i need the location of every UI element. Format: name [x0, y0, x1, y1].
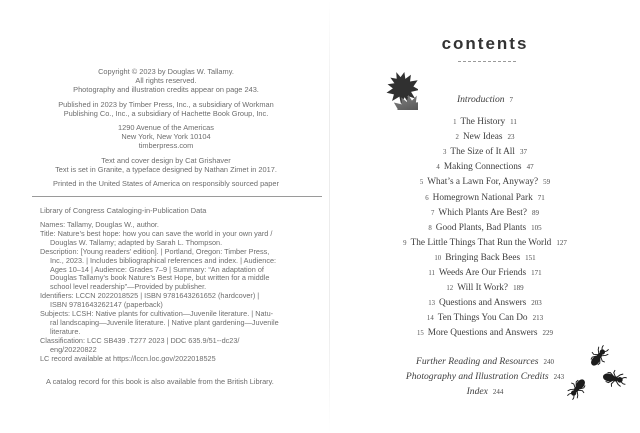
loc-line: Inc., 2023. | Includes bibliographical references and index. | Audience:	[50, 255, 277, 265]
toc-entry	[330, 263, 640, 278]
copyright-line: Text and cover design by Cat Grishaver	[101, 155, 231, 165]
toc-title: Weeds Are Our Friends	[438, 268, 527, 279]
copyright-line: Photography and illustration credits appear on page 243.	[73, 85, 259, 95]
copyright-paragraph	[20, 67, 312, 95]
loc-line: Ages 10–14 | Audience: Grades 7–9 | Summary: “An adaptation of	[50, 264, 264, 274]
toc-entry	[330, 278, 640, 293]
loc-line: Douglas W. Tallamy; adapted by Sarah L. Thompson.	[50, 237, 223, 247]
toc-page-number: 203	[531, 299, 542, 308]
toc-page-number: 171	[531, 269, 542, 278]
toc-title: Good Plants, Bad Plants	[435, 222, 527, 233]
loc-line: Classification: LCC SB439 .T277 2023 | DDC 635.9/51--dc23/	[40, 335, 240, 345]
toc-title: The History	[460, 117, 506, 128]
copyright-line: Printed in the United States of America on responsibly sourced paper	[53, 179, 279, 189]
copyright-paragraph	[20, 156, 312, 174]
copyright-paragraph	[20, 100, 312, 118]
toc-chapter-number: 14	[426, 315, 434, 323]
toc-entry	[330, 293, 640, 308]
toc-page-number: 243	[553, 372, 565, 381]
toc-page-number: 71	[537, 193, 545, 202]
toc-entry	[330, 203, 640, 218]
toc-page-number: 213	[532, 314, 544, 323]
toc-page-number: 151	[525, 253, 536, 262]
toc-entry	[330, 233, 640, 248]
toc-title: Introduction	[456, 94, 505, 105]
toc-chapter-number: 3	[443, 149, 447, 157]
toc-chapter-number: 10	[434, 254, 442, 262]
copyright-line: timberpress.com	[138, 141, 194, 151]
toc-chapter-number: 13	[428, 300, 435, 308]
toc-title: Further Reading and Resources	[416, 355, 539, 367]
toc-chapter-number: 1	[453, 119, 457, 127]
toc-page-number: 7	[509, 96, 514, 104]
loc-line: Description: [Young readers’ edition]. | Portland, Oregon: Timber Press,	[40, 246, 270, 256]
loc-line: ral landscaping—Juvenile literature. | Native plant gardening—Juvenile	[50, 317, 279, 327]
toc-entry	[330, 90, 640, 105]
copyright-line: Published in 2023 by Timber Press, Inc., a subsidiary of Workman	[58, 99, 274, 109]
loc-line: LC record available at https://lccn.loc.gov/2022018525	[40, 353, 216, 363]
toc-chapter-number: 7	[431, 209, 435, 217]
toc-entry	[330, 188, 640, 203]
toc-page-number: 37	[519, 148, 527, 157]
toc-page-number: 105	[531, 223, 542, 232]
copyright-line: New York, New York 10104	[121, 132, 211, 142]
copyright-line: 1290 Avenue of the Americas	[117, 123, 214, 133]
toc-page-number: 229	[542, 329, 554, 338]
toc-title: Ten Things You Can Do	[437, 313, 528, 324]
toc-chapter-number: 11	[428, 270, 435, 278]
copyright-block	[20, 67, 312, 193]
toc-entry	[330, 218, 640, 233]
toc-entry	[330, 308, 640, 323]
toc-chapter-number: 2	[455, 134, 459, 142]
toc-page-number: 23	[507, 133, 515, 142]
copyright-line: Text is set in Granite, a typeface designed by Nathan Zimet in 2017.	[55, 164, 277, 174]
toc-title: Photography and Illustration Credits	[405, 370, 549, 382]
title-divider	[458, 61, 516, 62]
loc-line: Names: Tallamy, Douglas W., author.	[40, 220, 159, 229]
toc-chapter-number: 15	[416, 330, 424, 338]
toc-entry	[330, 142, 640, 157]
toc-title: Bringing Back Bees	[445, 252, 521, 263]
toc-chapter-number: 9	[403, 239, 407, 247]
toc-page-number: 47	[526, 163, 534, 172]
contents-title: contents	[441, 34, 529, 53]
toc-chapter-number: 8	[428, 224, 432, 232]
loc-block	[40, 221, 316, 364]
loc-line: Identifiers: LCCN 2022018525 | ISBN 9781643261652 (hardcover) |	[40, 291, 260, 301]
toc-entry	[330, 172, 640, 187]
toc-entry	[330, 127, 640, 142]
toc-page-number: 127	[556, 238, 567, 247]
ants-icon	[552, 342, 638, 410]
toc-page-number: 189	[513, 284, 524, 293]
loc-line: eng/20220822	[50, 344, 97, 354]
toc-entry	[330, 248, 640, 263]
divider-rule	[32, 196, 322, 197]
toc-title: The Little Things That Run the World	[410, 237, 552, 248]
toc-page-number: 244	[492, 387, 504, 396]
toc-title: Will It Work?	[457, 283, 509, 294]
loc-line: ISBN 9781643262147 (paperback)	[50, 300, 163, 310]
toc-title: What’s a Lawn For, Anyway?	[427, 177, 539, 188]
contents-page	[330, 0, 640, 433]
copyright-line: Copyright © 2023 by Douglas W. Tallamy.	[98, 67, 234, 76]
copyright-paragraph	[20, 123, 312, 151]
toc-page-number: 240	[543, 357, 554, 366]
toc-page-number: 59	[543, 178, 551, 187]
toc-entry	[330, 323, 640, 338]
toc-entry	[330, 157, 640, 172]
toc-title: Questions and Answers	[439, 298, 527, 309]
loc-heading: Library of Congress Cataloging-in-Publication Data	[40, 206, 207, 215]
copyright-line: All rights reserved.	[135, 76, 197, 86]
toc-chapter-number: 6	[425, 194, 429, 202]
toc-title: Which Plants Are Best?	[438, 207, 527, 218]
toc-entry	[330, 112, 640, 127]
toc-title: Homegrown National Park	[432, 192, 533, 203]
loc-line: Title: Nature’s best hope: how you can save the world in your own yard /	[40, 228, 273, 238]
loc-line: literature.	[50, 326, 81, 336]
toc-title: The Size of It All	[450, 147, 515, 158]
toc-title: Making Connections	[443, 162, 522, 173]
loc-line: Douglas Tallamy’s book Nature’s Best Hope, but written for a middle	[50, 273, 270, 283]
toc-title: Index	[466, 385, 488, 397]
loc-line: school level readership”—Provided by publisher.	[50, 282, 207, 292]
toc-page-number: 11	[510, 118, 517, 127]
toc-chapter-number: 4	[436, 164, 440, 172]
copyright-line: Publishing Co., Inc., a subsidiary of Hachette Book Group, Inc.	[63, 108, 269, 118]
toc-page-number: 89	[531, 208, 539, 217]
toc-chapter-number: 12	[446, 285, 454, 293]
copyright-paragraph	[20, 179, 312, 188]
british-library-note: A catalog record for this book is also available from the British Library.	[46, 377, 274, 386]
toc-title: New Ideas	[462, 132, 503, 143]
toc-chapter-number: 5	[419, 179, 424, 187]
toc-title: More Questions and Answers	[427, 328, 538, 339]
loc-line: Subjects: LCSH: Native plants for cultivation—Juvenile literature. | Natu-	[40, 309, 274, 319]
